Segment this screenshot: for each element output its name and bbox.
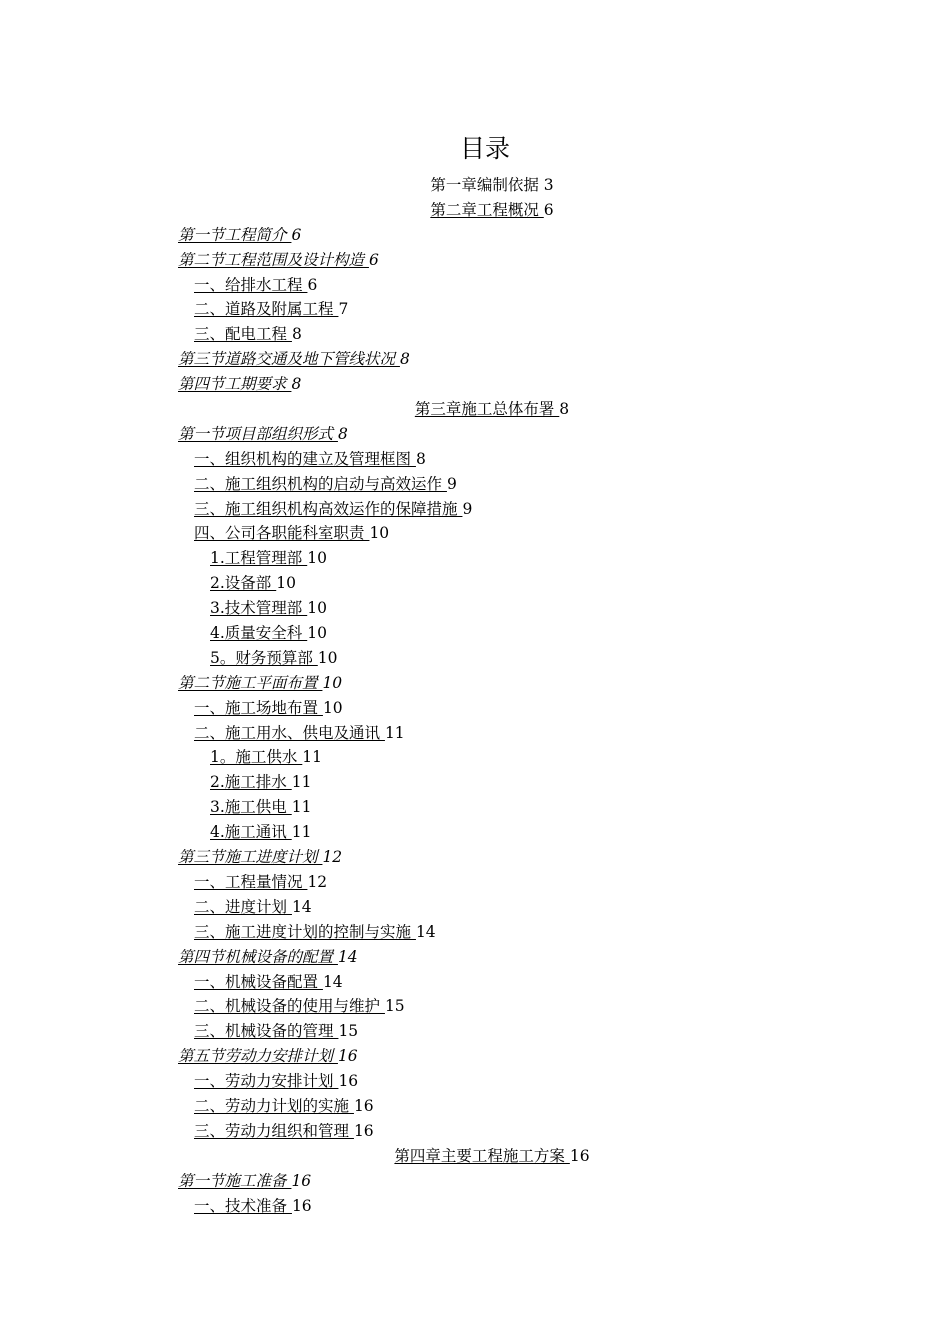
toc-entry-text[interactable]: 第四章主要工程施工方案 (394, 1146, 570, 1165)
toc-entry-text[interactable]: 三、施工组织机构高效运作的保障措施 (194, 499, 463, 518)
toc-entry-text[interactable]: 1.工程管理部 (210, 549, 308, 568)
toc-entry-subsub[interactable] (0, 770, 950, 795)
toc-page-number: 16 (291, 1196, 312, 1215)
toc-entry-sub[interactable] (0, 472, 950, 497)
toc-page-number: 3 (543, 176, 554, 194)
toc-entry-sub[interactable] (0, 994, 950, 1019)
toc-entry-section[interactable] (0, 845, 950, 870)
toc-entry-chapter[interactable] (0, 173, 950, 198)
toc-page-number: 10 (369, 524, 390, 543)
toc-entry-sub[interactable] (0, 895, 950, 920)
toc-entry-text[interactable]: 第三章施工总体布署 (414, 400, 560, 419)
toc-page-number: 8 (291, 375, 302, 394)
toc-page-number: 11 (302, 748, 323, 767)
toc-entry-text[interactable]: 三、配电工程 (194, 325, 292, 344)
toc-entry-sub[interactable] (0, 696, 950, 721)
toc-entry-text[interactable]: 第四节工期要求 (178, 375, 292, 394)
toc-entry-section[interactable] (0, 372, 950, 397)
toc-entry-text[interactable]: 3.技术管理部 (210, 599, 308, 618)
toc-page-number: 14 (322, 972, 343, 991)
toc-entry-sub[interactable] (0, 1019, 950, 1044)
toc-entry-sub[interactable] (0, 1069, 950, 1094)
toc-entry-text[interactable]: 一、给排水工程 (194, 275, 308, 294)
toc-entry-text[interactable]: 二、道路及附属工程 (194, 300, 339, 319)
toc-page-number: 10 (307, 549, 327, 568)
toc-entry-text[interactable]: 二、施工组织机构的启动与高效运作 (194, 474, 447, 493)
toc-page-number: 10 (307, 624, 327, 643)
toc-page-number: 16 (353, 1121, 374, 1140)
toc-page-number: 11 (291, 798, 312, 817)
toc-page-number: 8 (559, 400, 570, 419)
toc-entry-text[interactable]: 5。财务预算部 (210, 648, 318, 667)
toc-page-number: 10 (276, 574, 296, 593)
toc-page-number: 15 (338, 1022, 359, 1041)
toc-entry-sub[interactable] (0, 970, 950, 995)
toc-entry-text[interactable]: 三、机械设备的管理 (194, 1022, 339, 1041)
toc-entry-text[interactable]: 四、公司各职能科室职责 (194, 524, 370, 543)
toc-entry-text[interactable]: 第二节工程范围及设计构造 (178, 250, 369, 269)
toc-entry-text[interactable]: 一、机械设备配置 (194, 972, 323, 991)
toc-page-number: 12 (322, 848, 343, 867)
toc-page-number: 6 (291, 225, 302, 244)
toc-entry-text[interactable]: 第三节施工进度计划 (178, 848, 323, 867)
toc-entry-chapter[interactable] (0, 198, 950, 223)
toc-entry-section[interactable] (0, 671, 950, 696)
toc-page-number: 14 (415, 922, 436, 941)
toc-entry-text[interactable]: 2.施工排水 (210, 773, 292, 792)
toc-entry-subsub[interactable] (0, 820, 950, 845)
toc-entry-text[interactable]: 一、组织机构的建立及管理框图 (194, 449, 416, 468)
toc-entry-sub[interactable] (0, 920, 950, 945)
toc-entry-sub[interactable] (0, 1119, 950, 1144)
toc-entry-sub[interactable] (0, 297, 950, 322)
toc-entry-sub[interactable] (0, 870, 950, 895)
toc-entry-subsub[interactable] (0, 596, 950, 621)
toc-list (0, 173, 950, 1218)
toc-entry-sub[interactable] (0, 273, 950, 298)
toc-entry-text[interactable]: 第四节机械设备的配置 (178, 947, 338, 966)
toc-page-number: 10 (322, 698, 343, 717)
toc-page-number: 10 (307, 599, 327, 618)
toc-entry-text[interactable]: 2.设备部 (210, 574, 277, 593)
toc-entry-text[interactable]: 1。施工供水 (210, 748, 303, 767)
toc-page-number: 8 (291, 325, 302, 344)
toc-page-number: 16 (337, 1047, 358, 1066)
toc-page-number: 16 (338, 1072, 359, 1091)
toc-entry-section[interactable] (0, 248, 950, 273)
toc-page-number: 8 (337, 424, 348, 443)
toc-entry-subsub[interactable] (0, 646, 950, 671)
toc-entry-text[interactable]: 第二节施工平面布置 (178, 673, 323, 692)
toc-page-number: 11 (384, 723, 405, 742)
toc-entry-text[interactable]: 一、工程量情况 (194, 872, 308, 891)
toc-entry-subsub[interactable] (0, 571, 950, 596)
toc-entry-text[interactable]: 三、劳动力组织和管理 (194, 1121, 354, 1140)
toc-page-number: 6 (368, 250, 379, 269)
toc-page-number: 14 (291, 897, 312, 916)
toc-entry-subsub[interactable] (0, 546, 950, 571)
toc-entry-sub[interactable] (0, 322, 950, 347)
toc-entry-text[interactable]: 第五节劳动力安排计划 (178, 1047, 338, 1066)
toc-entry-section[interactable] (0, 223, 950, 248)
toc-page-number: 8 (415, 449, 426, 468)
toc-entry-section[interactable] (0, 347, 950, 372)
toc-entry-sub[interactable] (0, 721, 950, 746)
toc-entry-sub[interactable] (0, 497, 950, 522)
toc-page-number: 14 (337, 947, 358, 966)
toc-entry-text[interactable]: 三、施工进度计划的控制与实施 (194, 922, 416, 941)
toc-entry-text[interactable]: 一、劳动力安排计划 (194, 1072, 339, 1091)
toc-entry-chapter[interactable] (0, 1144, 950, 1169)
toc-entry-text[interactable]: 第一节项目部组织形式 (178, 424, 338, 443)
toc-page-number: 9 (446, 474, 457, 493)
toc-entry-text[interactable]: 第一章编制依据 (430, 176, 544, 194)
toc-page-number: 16 (569, 1146, 590, 1165)
toc-entry-section[interactable] (0, 945, 950, 970)
toc-entry-section[interactable] (0, 422, 950, 447)
toc-page-number: 7 (338, 300, 349, 319)
toc-entry-subsub[interactable] (0, 621, 950, 646)
toc-entry-section[interactable] (0, 1044, 950, 1069)
toc-entry-subsub[interactable] (0, 795, 950, 820)
toc-entry-text[interactable]: 二、机械设备的使用与维护 (194, 997, 385, 1016)
toc-entry-text[interactable]: 4.施工通讯 (210, 823, 292, 842)
toc-page-number: 9 (462, 499, 473, 518)
toc-entry-text[interactable]: 第一节工程简介 (178, 225, 292, 244)
toc-page-number: 8 (399, 350, 410, 369)
toc-entry-sub[interactable] (0, 1094, 950, 1119)
toc-entry-text[interactable]: 二、进度计划 (194, 897, 292, 916)
toc-page-number: 11 (291, 823, 312, 842)
toc-page-number: 10 (317, 648, 338, 667)
toc-entry-text[interactable]: 第二章工程概况 (430, 200, 544, 219)
toc-page-number: 15 (384, 997, 405, 1016)
toc-entry-subsub[interactable] (0, 745, 950, 770)
toc-page-number: 6 (307, 275, 318, 294)
toc-page-number: 16 (291, 1171, 312, 1190)
toc-entry-text[interactable]: 一、技术准备 (194, 1196, 292, 1215)
toc-entry-text[interactable]: 4.质量安全科 (210, 624, 308, 643)
toc-entry-text[interactable]: 3.施工供电 (210, 798, 292, 817)
toc-entry-text[interactable]: 二、劳动力计划的实施 (194, 1096, 354, 1115)
toc-entry-sub[interactable] (0, 447, 950, 472)
toc-entry-text[interactable]: 第三节道路交通及地下管线状况 (178, 350, 400, 369)
toc-page-number: 16 (353, 1096, 374, 1115)
toc-entry-chapter[interactable] (0, 397, 950, 422)
toc-title: 目录 (459, 134, 510, 163)
toc-page-number: 10 (322, 673, 343, 692)
toc-entry-sub[interactable] (0, 1194, 950, 1219)
toc-entry-section[interactable] (0, 1169, 950, 1194)
toc-entry-sub[interactable] (0, 521, 950, 546)
toc-page-number: 6 (543, 200, 554, 219)
toc-page-number: 11 (291, 773, 312, 792)
toc-page-number: 12 (307, 872, 328, 891)
toc-entry-text[interactable]: 一、施工场地布置 (194, 698, 323, 717)
toc-entry-text[interactable]: 第一节施工准备 (178, 1171, 292, 1190)
toc-entry-text[interactable]: 二、施工用水、供电及通讯 (194, 723, 385, 742)
